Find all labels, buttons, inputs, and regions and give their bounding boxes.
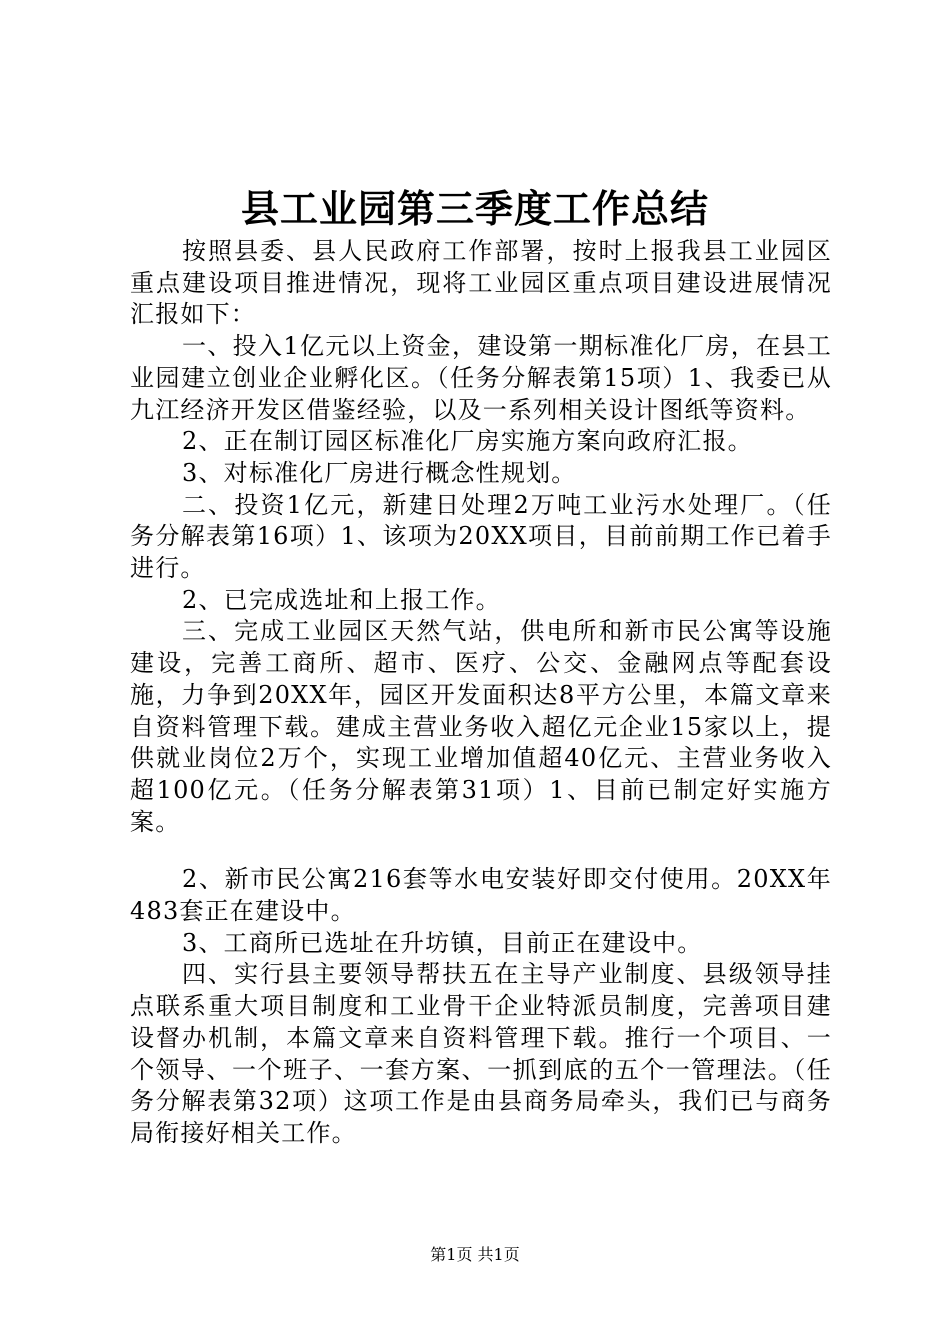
- paragraph-section-2: 二、投资1亿元，新建日处理2万吨工业污水处理厂。（任务分解表第16项）1、该项为20XX项目，目前前期工作已着手进行。: [130, 490, 832, 583]
- paragraph-section-3-item-2: 2、新市民公寓216套等水电安装好即交付使用。20XX年483套正在建设中。: [130, 865, 832, 926]
- paragraph-section-4: 四、实行县主要领导帮扶五在主导产业制度、县级领导挂点联系重大项目制度和工业骨干企业特派员制度，完善项目建设督办机制，本篇文章来自资料管理下载。推行一个项目、一个领导、一个班子、一套方案、一抓到底的五个一管理法。（任务分解表第32项）这项工作是由县商务局牵头，我们已与商务局衔接好相关工作。: [130, 960, 832, 1147]
- paragraph-section-1-item-3: 3、对标准化厂房进行概念性规划。: [182, 458, 577, 487]
- document-title: 县工业园第三季度工作总结: [240, 186, 709, 231]
- paragraph-section-1: 一、投入1亿元以上资金，建设第一期标准化厂房，在县工业园建立创业企业孵化区。（任务分解表第15项）1、我委已从九江经济开发区借鉴经验，以及一系列相关设计图纸等资料。: [130, 332, 832, 424]
- paragraph-section-3: 三、完成工业园区天然气站，供电所和新市民公寓等设施建设，完善工商所、超市、医疗、公交、金融网点等配套设施，力争到20XX年，园区开发面积达8平方公里，本篇文章来自资料管理下载。建成主营业务收入超亿元企业15家以上，提供就业岗位2万个，实现工业增加值超40亿元、主营业务收入超100亿元。（任务分解表第31项）1、目前已制定好实施方案。: [130, 617, 832, 836]
- paragraph-section-3-item-3: 3、工商所已选址在升坊镇，目前正在建设中。: [182, 928, 703, 957]
- paragraph-intro: 按照县委、县人民政府工作部署，按时上报我县工业园区重点建设项目推进情况，现将工业园区重点项目建设进展情况汇报如下：: [130, 237, 832, 329]
- paragraph-section-1-item-2: 2、正在制订园区标准化厂房实施方案向政府汇报。: [182, 427, 753, 456]
- page-footer: 第1页 共1页: [430, 1245, 520, 1264]
- document-body: [130, 236, 832, 1150]
- paragraph-section-2-item-2: 2、已完成选址和上报工作。: [182, 585, 501, 614]
